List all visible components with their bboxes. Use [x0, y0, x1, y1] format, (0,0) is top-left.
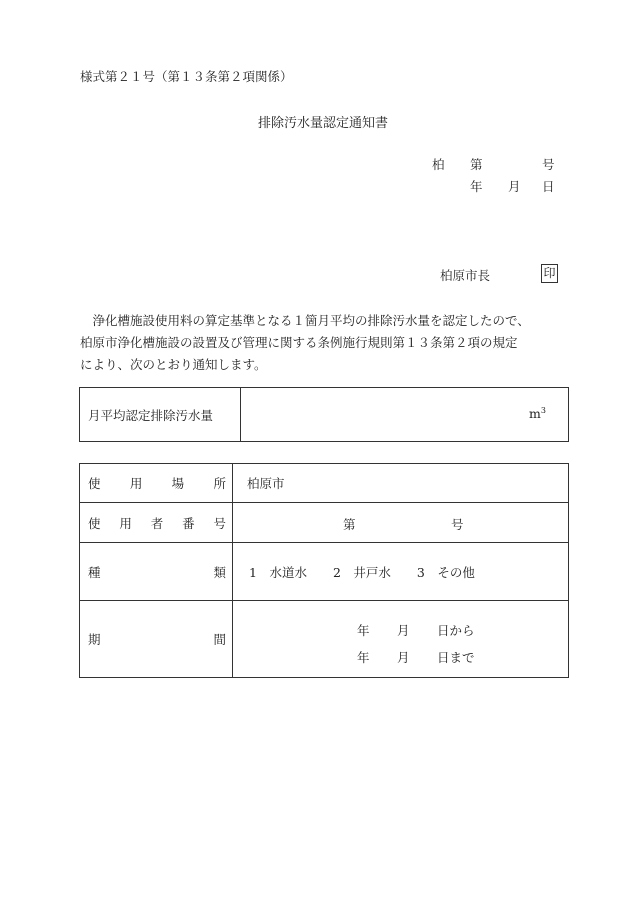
reference-go: 号 — [542, 157, 555, 172]
document-title: 排除汚水量認定通知書 — [258, 116, 389, 131]
period-from-suffix: 日から — [437, 623, 475, 638]
form-number: 様式第２１号（第１３条第２項関係） — [80, 69, 293, 84]
volume-unit: $m^3$ — [529, 406, 546, 422]
date-month: 月 — [508, 179, 521, 194]
type-option: 2 井戸水 — [332, 564, 391, 580]
period-label: 期 間 — [80, 601, 233, 678]
volume-table — [79, 387, 569, 442]
period-to-year: 年 — [357, 650, 370, 665]
notice-body — [80, 310, 570, 376]
type-option: 1 水道水 — [249, 564, 307, 580]
location-value: 柏原市 — [233, 464, 569, 503]
user-number-value — [233, 503, 569, 543]
type-label: 種 類 — [80, 543, 233, 601]
notice-line: により、次のとおり通知します。 — [80, 357, 267, 372]
detail-table — [79, 463, 569, 678]
location-label: 使 用 場 所 — [80, 464, 233, 503]
date-day: 日 — [542, 179, 555, 194]
reference-city-char: 柏 — [432, 157, 445, 172]
notice-line: 柏原市浄化槽施設の設置及び管理に関する条例施行規則第１３条第２項の規定 — [80, 335, 518, 350]
date-year: 年 — [470, 179, 483, 194]
notice-line: 浄化槽施設使用料の算定基準となる１箇月平均の排除汚水量を認定したので、 — [80, 313, 530, 328]
seal-mark: 印 — [541, 264, 558, 283]
type-options — [233, 543, 569, 601]
period-from-year: 年 — [357, 623, 370, 638]
period-to-month: 月 — [397, 650, 410, 665]
reference-dai: 第 — [470, 157, 483, 172]
period-from-month: 月 — [397, 623, 410, 638]
volume-label: 月平均認定排除汚水量 — [80, 388, 241, 442]
type-option: 3 その他 — [416, 564, 475, 580]
volume-value-cell — [241, 388, 569, 442]
user-number-dai: 第 — [343, 517, 356, 532]
period-value — [233, 601, 569, 678]
user-number-go: 号 — [451, 517, 464, 532]
signatory-name: 柏原市長 — [440, 268, 491, 283]
period-to-suffix: 日まで — [437, 650, 475, 665]
user-number-label: 使 用 者 番 号 — [80, 503, 233, 543]
